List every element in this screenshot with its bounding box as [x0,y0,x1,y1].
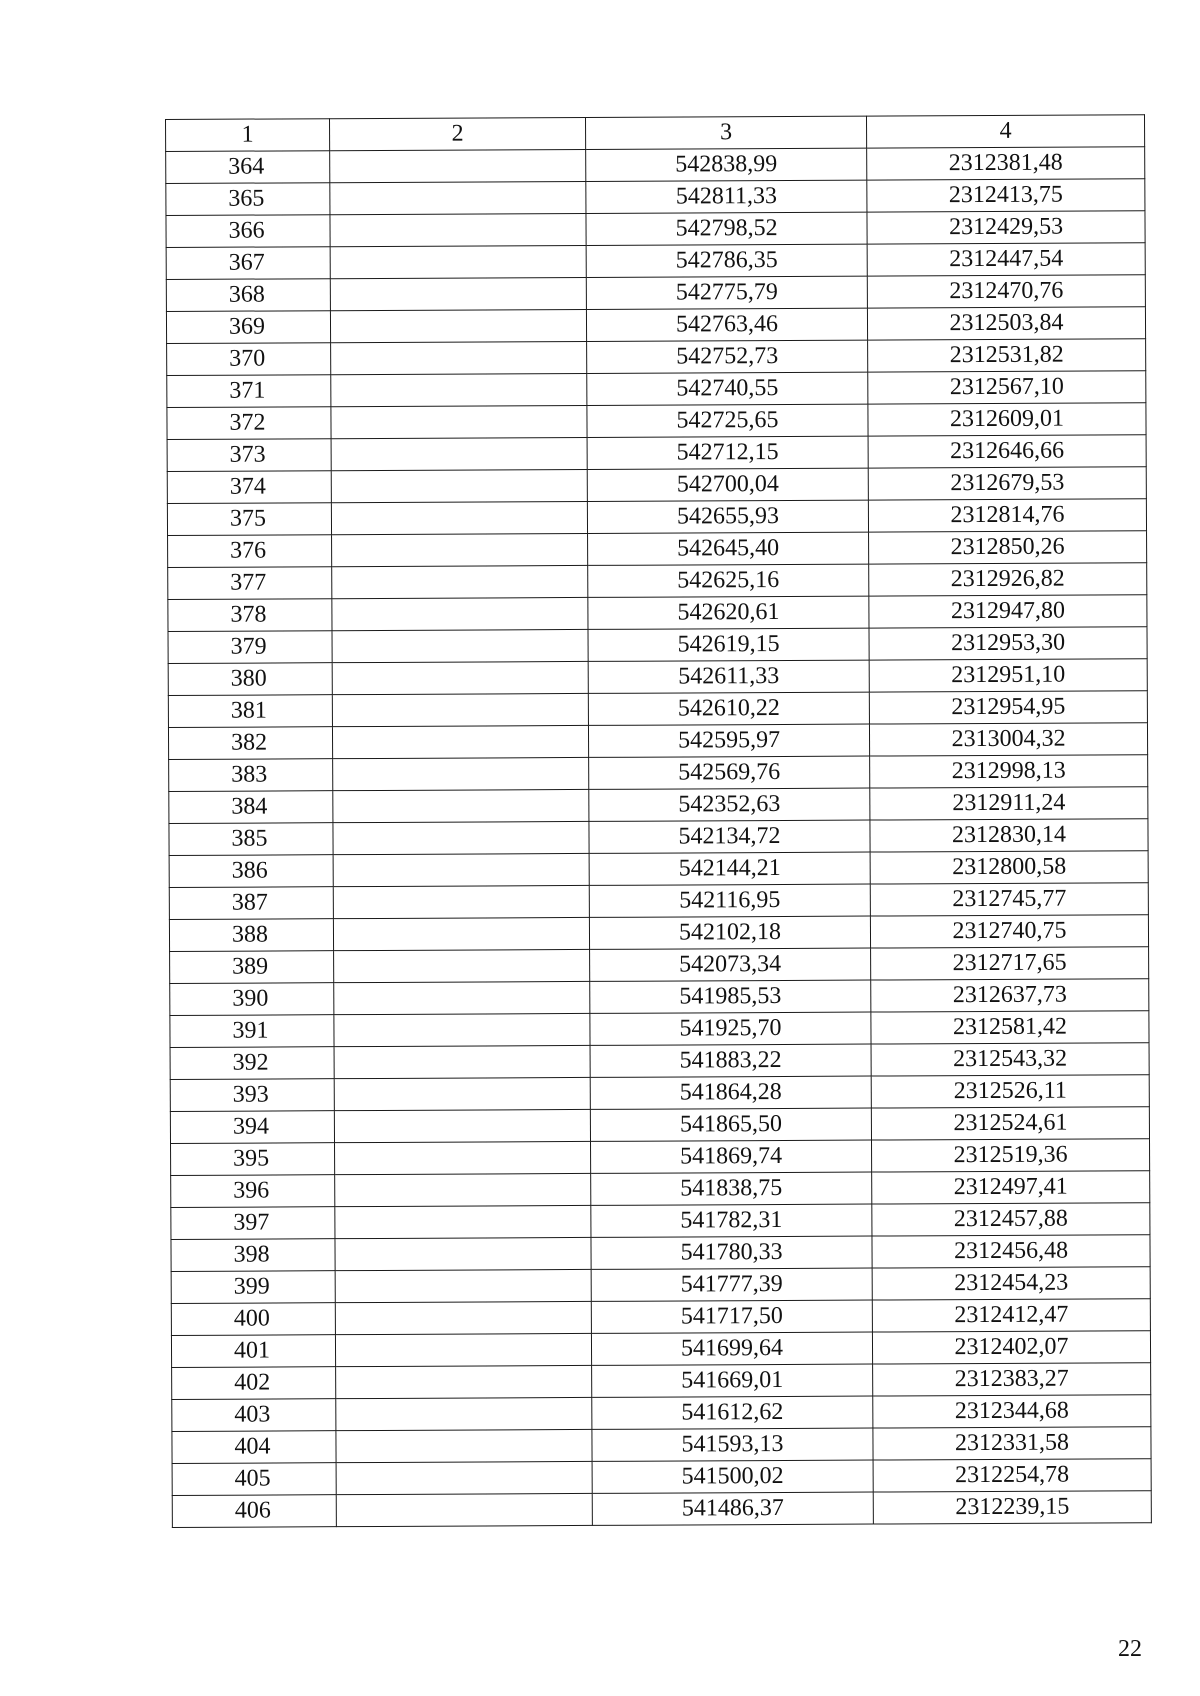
table-row [172,1363,1151,1400]
y-coordinate-cell: 2312926,82 [869,563,1147,596]
y-coordinate-cell: 2312470,76 [867,275,1145,308]
y-coordinate-cell: 2312679,53 [868,467,1146,500]
point-number-cell: 404 [172,1431,336,1464]
point-number-cell: 402 [172,1367,336,1400]
x-coordinate-cell: 541780,33 [591,1236,872,1269]
y-coordinate-cell: 2312402,07 [872,1331,1150,1364]
point-number-cell: 383 [169,759,333,792]
table-row [167,403,1146,440]
table-row [168,659,1147,696]
point-number-cell: 374 [167,471,331,504]
y-coordinate-cell: 2312646,66 [868,435,1146,468]
y-coordinate-cell: 2312814,76 [868,499,1146,532]
y-coordinate-cell: 2312239,15 [873,1491,1151,1524]
point-number-cell: 372 [167,407,331,440]
empty-cell [334,1077,590,1110]
empty-cell [332,661,588,694]
table-row [170,1043,1149,1080]
table-row [170,979,1149,1016]
y-coordinate-cell: 2312531,82 [868,339,1146,372]
x-coordinate-cell: 541486,37 [592,1492,873,1525]
point-number-cell: 371 [167,375,331,408]
table-row [170,1107,1149,1144]
y-coordinate-cell: 2312497,41 [872,1171,1150,1204]
empty-cell [331,501,587,534]
empty-cell [334,981,590,1014]
empty-cell [335,1173,591,1206]
point-number-cell: 381 [168,695,332,728]
table-row [170,1075,1149,1112]
x-coordinate-cell: 541838,75 [591,1172,872,1205]
y-coordinate-cell: 2312412,47 [872,1299,1150,1332]
x-coordinate-cell: 541985,53 [590,980,871,1013]
table-row [168,563,1147,600]
table-row [169,787,1148,824]
y-coordinate-cell: 2312524,61 [871,1107,1149,1140]
empty-cell [330,245,586,278]
empty-cell [330,213,586,246]
point-number-cell: 364 [166,151,330,184]
empty-cell [333,853,589,886]
point-number-cell: 369 [166,311,330,344]
y-coordinate-cell: 2312447,54 [867,243,1145,276]
empty-cell [330,149,586,182]
y-coordinate-cell: 2312331,58 [873,1427,1151,1460]
x-coordinate-cell: 541500,02 [592,1460,873,1493]
y-coordinate-cell: 2312800,58 [870,851,1148,884]
y-coordinate-cell: 2312609,01 [868,403,1146,436]
empty-cell [336,1365,592,1398]
point-number-cell: 393 [170,1079,334,1112]
table-row [172,1491,1151,1528]
point-number-cell: 395 [171,1143,335,1176]
column-header-3: 3 [585,116,866,149]
x-coordinate-cell: 542763,46 [586,308,867,341]
point-number-cell: 367 [166,247,330,280]
y-coordinate-cell: 2312567,10 [868,371,1146,404]
empty-cell [330,277,586,310]
point-number-cell: 405 [172,1463,336,1496]
table-row [166,179,1145,216]
empty-cell [331,405,587,438]
x-coordinate-cell: 542655,93 [587,500,868,533]
table-row [169,851,1148,888]
empty-cell [335,1237,591,1270]
table-body [166,147,1152,1528]
point-number-cell: 400 [171,1303,335,1336]
x-coordinate-cell: 541612,62 [592,1396,873,1429]
table-row [169,883,1148,920]
table-row [167,339,1146,376]
empty-cell [331,437,587,470]
x-coordinate-cell: 542625,16 [588,564,869,597]
x-coordinate-cell: 542700,04 [587,468,868,501]
point-number-cell: 396 [171,1175,335,1208]
table-header [166,115,1145,152]
table-row [171,1171,1150,1208]
x-coordinate-cell: 542811,33 [586,180,867,213]
empty-cell [336,1493,592,1526]
x-coordinate-cell: 542116,95 [589,884,870,917]
x-coordinate-cell: 542610,22 [588,692,869,725]
point-number-cell: 398 [171,1239,335,1272]
coordinates-table [165,114,1152,1528]
empty-cell [334,1013,590,1046]
empty-cell [335,1141,591,1174]
x-coordinate-cell: 542611,33 [588,660,869,693]
y-coordinate-cell: 2312911,24 [870,787,1148,820]
table-row [171,1235,1150,1272]
y-coordinate-cell: 2313004,32 [869,723,1147,756]
y-coordinate-cell: 2312740,75 [870,915,1148,948]
point-number-cell: 382 [168,727,332,760]
point-number-cell: 376 [168,535,332,568]
empty-cell [331,341,587,374]
point-number-cell: 373 [167,439,331,472]
x-coordinate-cell: 541869,74 [591,1140,872,1173]
empty-cell [332,629,588,662]
y-coordinate-cell: 2312344,68 [873,1395,1151,1428]
x-coordinate-cell: 541593,13 [592,1428,873,1461]
point-number-cell: 399 [171,1271,335,1304]
point-number-cell: 368 [166,279,330,312]
x-coordinate-cell: 541864,28 [590,1076,871,1109]
y-coordinate-cell: 2312850,26 [869,531,1147,564]
table-row [166,307,1145,344]
point-number-cell: 375 [167,503,331,536]
table-row [169,819,1148,856]
empty-cell [334,949,590,982]
point-number-cell: 389 [170,951,334,984]
table-row [171,1203,1150,1240]
x-coordinate-cell: 541699,64 [591,1332,872,1365]
x-coordinate-cell: 542775,79 [586,276,867,309]
empty-cell [335,1333,591,1366]
point-number-cell: 365 [166,183,330,216]
empty-cell [330,181,586,214]
y-coordinate-cell: 2312381,48 [867,147,1145,180]
point-number-cell: 386 [169,855,333,888]
table-row [172,1395,1151,1432]
table-row [166,147,1145,184]
x-coordinate-cell: 542569,76 [589,756,870,789]
x-coordinate-cell: 542752,73 [587,340,868,373]
table-row [171,1139,1150,1176]
point-number-cell: 397 [171,1207,335,1240]
empty-cell [336,1429,592,1462]
point-number-cell: 387 [169,887,333,920]
x-coordinate-cell: 541883,22 [590,1044,871,1077]
y-coordinate-cell: 2312543,32 [871,1043,1149,1076]
x-coordinate-cell: 542725,65 [587,404,868,437]
column-header-4: 4 [866,115,1144,148]
y-coordinate-cell: 2312637,73 [871,979,1149,1012]
empty-cell [335,1205,591,1238]
y-coordinate-cell: 2312526,11 [871,1075,1149,1108]
x-coordinate-cell: 542619,15 [588,628,869,661]
table-row [166,243,1145,280]
x-coordinate-cell: 541717,50 [591,1300,872,1333]
point-number-cell: 401 [171,1335,335,1368]
x-coordinate-cell: 542786,35 [586,244,867,277]
table-row [172,1459,1151,1496]
table-row [171,1299,1150,1336]
point-number-cell: 392 [170,1047,334,1080]
table-row [168,627,1147,664]
point-number-cell: 388 [169,919,333,952]
point-number-cell: 366 [166,215,330,248]
x-coordinate-cell: 541865,50 [590,1108,871,1141]
x-coordinate-cell: 542134,72 [589,820,870,853]
empty-cell [331,373,587,406]
x-coordinate-cell: 542645,40 [588,532,869,565]
table-row [170,947,1149,984]
table-row [167,435,1146,472]
empty-cell [332,565,588,598]
x-coordinate-cell: 542740,55 [587,372,868,405]
y-coordinate-cell: 2312954,95 [869,691,1147,724]
point-number-cell: 406 [172,1495,336,1528]
y-coordinate-cell: 2312581,42 [871,1011,1149,1044]
table-row [171,1267,1150,1304]
y-coordinate-cell: 2312745,77 [870,883,1148,916]
point-number-cell: 394 [170,1111,334,1144]
table-row [172,1427,1151,1464]
y-coordinate-cell: 2312457,88 [872,1203,1150,1236]
empty-cell [333,789,589,822]
empty-cell [335,1269,591,1302]
page-number: 22 [1118,1636,1142,1662]
point-number-cell: 390 [170,983,334,1016]
x-coordinate-cell: 541669,01 [592,1364,873,1397]
y-coordinate-cell: 2312953,30 [869,627,1147,660]
y-coordinate-cell: 2312951,10 [869,659,1147,692]
y-coordinate-cell: 2312429,53 [867,211,1145,244]
table-row [168,723,1147,760]
x-coordinate-cell: 541777,39 [591,1268,872,1301]
y-coordinate-cell: 2312998,13 [870,755,1148,788]
x-coordinate-cell: 542798,52 [586,212,867,245]
x-coordinate-cell: 541925,70 [590,1012,871,1045]
table-row [166,275,1145,312]
table-row [169,915,1148,952]
header-row [166,115,1145,152]
y-coordinate-cell: 2312456,48 [872,1235,1150,1268]
empty-cell [334,1045,590,1078]
table-row [168,691,1147,728]
x-coordinate-cell: 542102,18 [589,916,870,949]
x-coordinate-cell: 542838,99 [586,148,867,181]
table-row [170,1011,1149,1048]
table-row [167,467,1146,504]
empty-cell [333,757,589,790]
x-coordinate-cell: 542620,61 [588,596,869,629]
y-coordinate-cell: 2312454,23 [872,1267,1150,1300]
x-coordinate-cell: 542144,21 [589,852,870,885]
x-coordinate-cell: 542073,34 [590,948,871,981]
point-number-cell: 380 [168,663,332,696]
point-number-cell: 391 [170,1015,334,1048]
empty-cell [336,1397,592,1430]
point-number-cell: 385 [169,823,333,856]
empty-cell [336,1461,592,1494]
empty-cell [334,1109,590,1142]
table-row [166,211,1145,248]
empty-cell [333,885,589,918]
empty-cell [330,309,586,342]
x-coordinate-cell: 542352,63 [589,788,870,821]
empty-cell [333,917,589,950]
empty-cell [332,597,588,630]
table-row [168,531,1147,568]
point-number-cell: 370 [167,343,331,376]
column-header-2: 2 [330,117,586,150]
empty-cell [332,533,588,566]
y-coordinate-cell: 2312519,36 [871,1139,1149,1172]
y-coordinate-cell: 2312383,27 [873,1363,1151,1396]
empty-cell [332,693,588,726]
empty-cell [333,821,589,854]
point-number-cell: 377 [168,567,332,600]
table-row [169,755,1148,792]
table-row [168,595,1147,632]
empty-cell [331,469,587,502]
y-coordinate-cell: 2312717,65 [871,947,1149,980]
y-coordinate-cell: 2312413,75 [867,179,1145,212]
point-number-cell: 379 [168,631,332,664]
x-coordinate-cell: 541782,31 [591,1204,872,1237]
table-row [167,499,1146,536]
y-coordinate-cell: 2312503,84 [867,307,1145,340]
point-number-cell: 384 [169,791,333,824]
point-number-cell: 378 [168,599,332,632]
table-row [171,1331,1150,1368]
point-number-cell: 403 [172,1399,336,1432]
table-row [167,371,1146,408]
y-coordinate-cell: 2312947,80 [869,595,1147,628]
empty-cell [332,725,588,758]
y-coordinate-cell: 2312830,14 [870,819,1148,852]
column-header-1: 1 [166,119,330,152]
y-coordinate-cell: 2312254,78 [873,1459,1151,1492]
x-coordinate-cell: 542712,15 [587,436,868,469]
empty-cell [335,1301,591,1334]
x-coordinate-cell: 542595,97 [588,724,869,757]
